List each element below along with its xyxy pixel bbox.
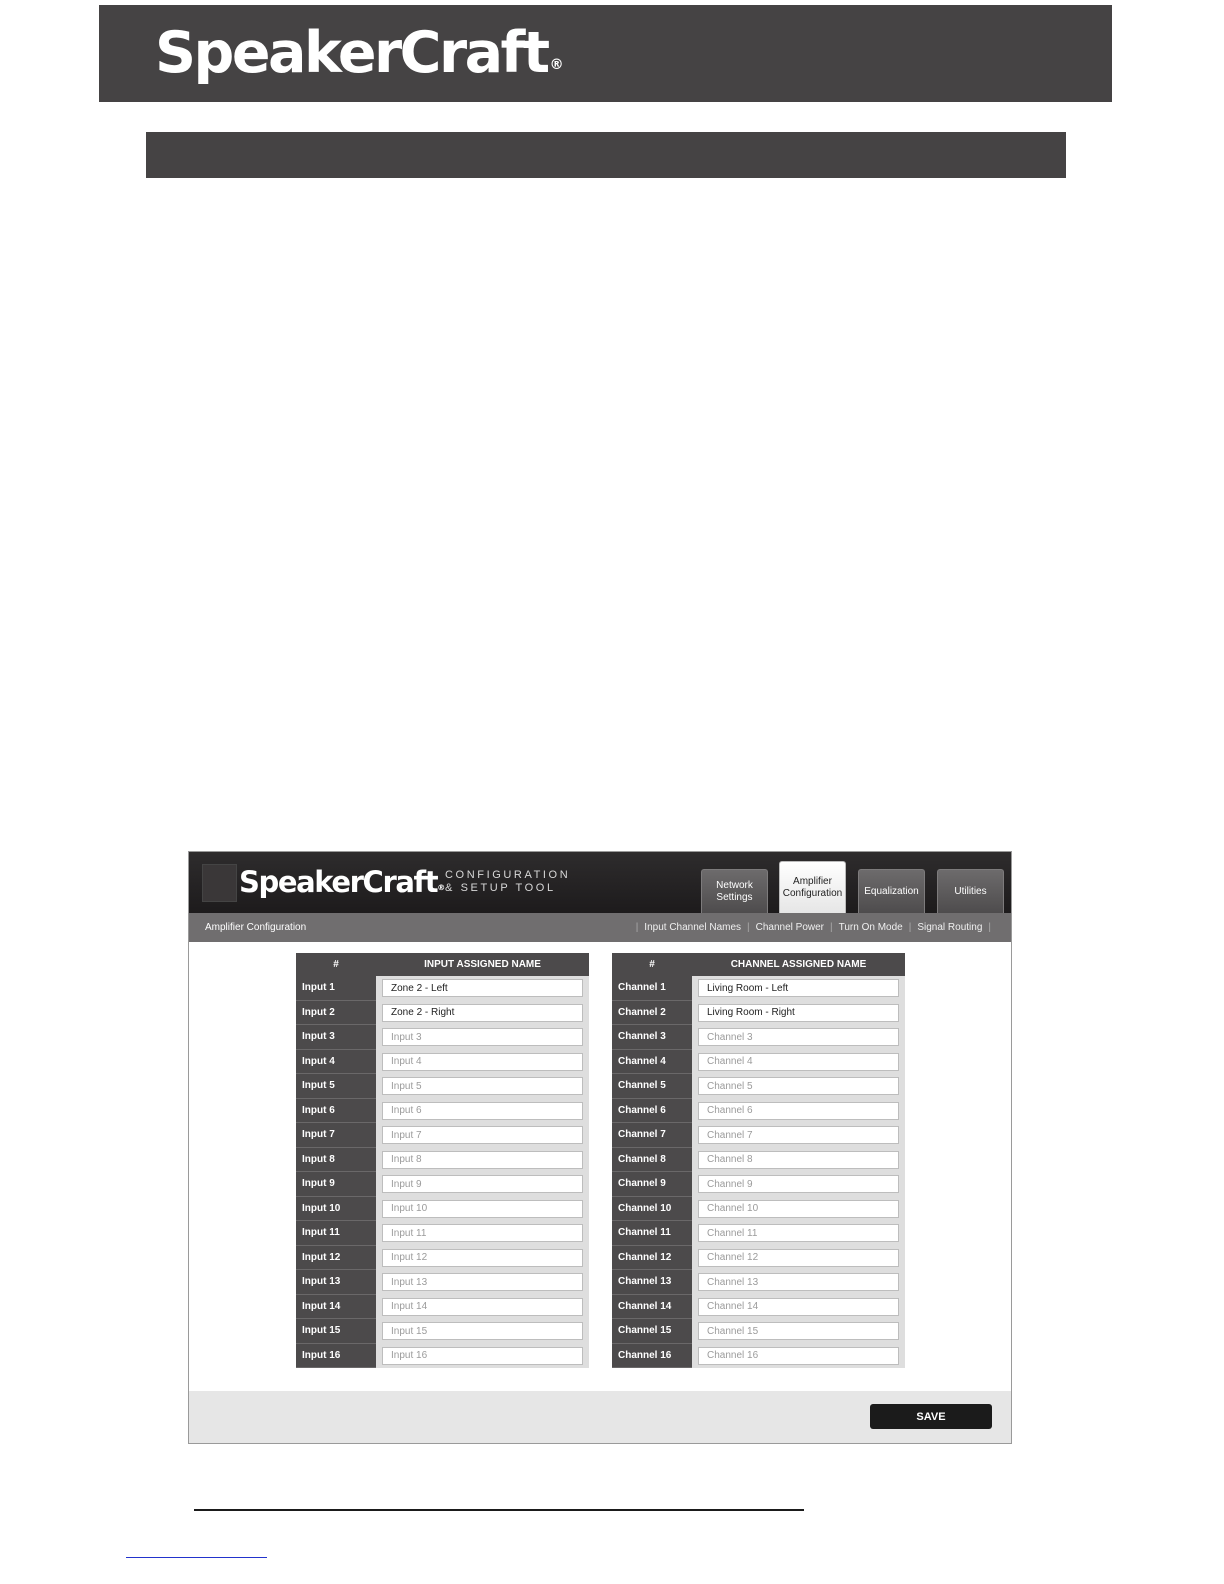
app-registered-mark: ® bbox=[437, 883, 446, 892]
input-label: Input 13 bbox=[296, 1270, 376, 1295]
channel-name-input[interactable] bbox=[698, 1200, 899, 1218]
input-name-input[interactable] bbox=[382, 1322, 583, 1340]
channel-label: Channel 3 bbox=[612, 1025, 692, 1050]
table-row bbox=[612, 1050, 905, 1075]
column-header-number: # bbox=[649, 959, 655, 970]
table-cell bbox=[376, 1025, 589, 1050]
input-name-input[interactable] bbox=[382, 1298, 583, 1316]
breadcrumb: Amplifier Configuration bbox=[205, 922, 307, 933]
input-label: Input 9 bbox=[296, 1172, 376, 1197]
table-cell bbox=[376, 1074, 589, 1099]
app-logo: SpeakerCraft® bbox=[239, 865, 446, 899]
channel-name-input[interactable] bbox=[698, 1077, 899, 1095]
table-header bbox=[612, 953, 905, 976]
table-cell bbox=[692, 1221, 905, 1246]
column-header-channel-name: CHANNEL ASSIGNED NAME bbox=[730, 959, 867, 970]
speakercraft-logo: SpeakerCraft ® bbox=[155, 20, 564, 86]
channel-label: Channel 11 bbox=[612, 1221, 692, 1246]
table-row bbox=[296, 1197, 589, 1222]
input-label: Input 6 bbox=[296, 1099, 376, 1124]
table-cell bbox=[376, 1001, 589, 1026]
table-cell bbox=[376, 1099, 589, 1124]
channel-label: Channel 14 bbox=[612, 1295, 692, 1320]
channel-label: Channel 16 bbox=[612, 1344, 692, 1369]
input-label: Input 12 bbox=[296, 1246, 376, 1271]
table-cell bbox=[692, 1319, 905, 1344]
footer-bar bbox=[189, 1391, 1011, 1443]
table-row bbox=[612, 1270, 905, 1295]
table-cell bbox=[376, 1172, 589, 1197]
table-cell bbox=[376, 1197, 589, 1222]
table-cell bbox=[376, 1246, 589, 1271]
table-row bbox=[296, 1050, 589, 1075]
table-cell bbox=[376, 1319, 589, 1344]
divider-line bbox=[194, 1509, 804, 1511]
channel-label: Channel 4 bbox=[612, 1050, 692, 1075]
channel-name-input[interactable] bbox=[698, 1102, 899, 1120]
channel-label: Channel 7 bbox=[612, 1123, 692, 1148]
table-cell bbox=[376, 1295, 589, 1320]
section-title-bar bbox=[146, 132, 1066, 178]
subnav-input-channel-names[interactable]: Input Channel Names bbox=[644, 922, 742, 933]
input-name-input[interactable] bbox=[382, 1224, 583, 1242]
table-cell bbox=[376, 976, 589, 1001]
link-underline bbox=[126, 1557, 267, 1558]
table-cell bbox=[692, 1197, 905, 1222]
channel-name-input[interactable] bbox=[698, 1151, 899, 1169]
table-cell bbox=[376, 1123, 589, 1148]
table-cell bbox=[692, 1050, 905, 1075]
config-tool-screenshot bbox=[188, 851, 1012, 1444]
table-row bbox=[612, 1172, 905, 1197]
table-row bbox=[296, 1295, 589, 1320]
channel-label: Channel 9 bbox=[612, 1172, 692, 1197]
tab-amplifier-configuration[interactable]: Amplifier Configuration bbox=[779, 861, 846, 913]
table-row bbox=[612, 1025, 905, 1050]
channel-label: Channel 13 bbox=[612, 1270, 692, 1295]
subnav-turn-on-mode[interactable]: Turn On Mode bbox=[838, 922, 903, 933]
input-label: Input 8 bbox=[296, 1148, 376, 1173]
table-row bbox=[612, 1099, 905, 1124]
app-header bbox=[189, 852, 1011, 913]
table-cell bbox=[376, 1344, 589, 1369]
channel-name-input[interactable] bbox=[698, 1126, 899, 1144]
table-row bbox=[612, 1246, 905, 1271]
input-name-input[interactable] bbox=[382, 1126, 583, 1144]
subnav: | Input Channel Names | Channel Power | Turn On Mode | Signal Routing | bbox=[635, 922, 991, 933]
tab-network-settings[interactable]: Network Settings bbox=[701, 869, 768, 913]
table-cell bbox=[376, 1270, 589, 1295]
save-button[interactable]: SAVE bbox=[870, 1404, 992, 1429]
input-name-input[interactable] bbox=[382, 1273, 583, 1291]
subnav-signal-routing[interactable]: Signal Routing bbox=[917, 922, 983, 933]
table-cell bbox=[692, 1001, 905, 1026]
input-label: Input 1 bbox=[296, 976, 376, 1001]
input-label: Input 7 bbox=[296, 1123, 376, 1148]
channel-name-input[interactable] bbox=[698, 1224, 899, 1242]
channel-label: Channel 1 bbox=[612, 976, 692, 1001]
table-cell bbox=[692, 1099, 905, 1124]
table-cell bbox=[692, 976, 905, 1001]
channel-name-input[interactable] bbox=[698, 1004, 899, 1022]
input-label: Input 11 bbox=[296, 1221, 376, 1246]
input-label: Input 5 bbox=[296, 1074, 376, 1099]
channel-label: Channel 5 bbox=[612, 1074, 692, 1099]
table-row bbox=[296, 1099, 589, 1124]
app-subtitle bbox=[445, 869, 570, 895]
input-label: Input 16 bbox=[296, 1344, 376, 1369]
channel-names-table bbox=[612, 953, 905, 1368]
channel-name-input[interactable] bbox=[698, 1273, 899, 1291]
table-row bbox=[612, 1001, 905, 1026]
input-name-input[interactable] bbox=[382, 1249, 583, 1267]
table-row bbox=[612, 1074, 905, 1099]
channel-label: Channel 8 bbox=[612, 1148, 692, 1173]
input-label: Input 10 bbox=[296, 1197, 376, 1222]
table-cell bbox=[692, 1074, 905, 1099]
table-row bbox=[296, 1148, 589, 1173]
logo-square-icon bbox=[202, 864, 237, 902]
table-row bbox=[296, 1123, 589, 1148]
input-name-input[interactable] bbox=[382, 1004, 583, 1022]
document-header bbox=[99, 5, 1112, 102]
input-name-input[interactable] bbox=[382, 1151, 583, 1169]
table-row bbox=[612, 1197, 905, 1222]
table-header bbox=[296, 953, 589, 976]
column-header-input-name: INPUT ASSIGNED NAME bbox=[424, 959, 541, 970]
registered-mark: ® bbox=[549, 57, 564, 73]
channel-name-input[interactable] bbox=[698, 1347, 899, 1365]
table-row bbox=[296, 1074, 589, 1099]
table-row bbox=[612, 976, 905, 1001]
sub-navigation-bar bbox=[189, 913, 1011, 942]
table-row bbox=[296, 1221, 589, 1246]
channel-name-input[interactable] bbox=[698, 1249, 899, 1267]
table-cell bbox=[692, 1246, 905, 1271]
channel-label: Channel 10 bbox=[612, 1197, 692, 1222]
tab-equalization[interactable]: Equalization bbox=[858, 869, 925, 913]
table-row bbox=[296, 1001, 589, 1026]
input-name-input[interactable] bbox=[382, 1028, 583, 1046]
tab-utilities[interactable]: Utilities bbox=[937, 869, 1004, 913]
table-cell bbox=[692, 1123, 905, 1148]
input-label: Input 15 bbox=[296, 1319, 376, 1344]
input-label: Input 3 bbox=[296, 1025, 376, 1050]
channel-name-input[interactable] bbox=[698, 1053, 899, 1071]
table-cell bbox=[376, 1148, 589, 1173]
input-label: Input 2 bbox=[296, 1001, 376, 1026]
input-label: Input 4 bbox=[296, 1050, 376, 1075]
channel-label: Channel 12 bbox=[612, 1246, 692, 1271]
app-subtitle-line1: CONFIGURATION bbox=[445, 869, 571, 881]
channel-name-input[interactable] bbox=[698, 1028, 899, 1046]
table-row bbox=[296, 976, 589, 1001]
channel-label: Channel 6 bbox=[612, 1099, 692, 1124]
subnav-channel-power[interactable]: Channel Power bbox=[755, 922, 825, 933]
table-cell bbox=[376, 1221, 589, 1246]
table-cell bbox=[376, 1050, 589, 1075]
column-header-number: # bbox=[333, 959, 339, 970]
input-name-input[interactable] bbox=[382, 1077, 583, 1095]
table-row bbox=[296, 1270, 589, 1295]
input-name-input[interactable] bbox=[382, 1102, 583, 1120]
channel-label: Channel 2 bbox=[612, 1001, 692, 1026]
input-name-input[interactable] bbox=[382, 1200, 583, 1218]
table-row bbox=[612, 1148, 905, 1173]
input-name-input[interactable] bbox=[382, 979, 583, 997]
table-row bbox=[296, 1319, 589, 1344]
table-row bbox=[296, 1172, 589, 1197]
table-cell bbox=[692, 1148, 905, 1173]
table-row bbox=[612, 1295, 905, 1320]
input-label: Input 14 bbox=[296, 1295, 376, 1320]
table-row bbox=[296, 1025, 589, 1050]
app-subtitle-line2: & SETUP TOOL bbox=[445, 882, 556, 894]
input-name-input[interactable] bbox=[382, 1347, 583, 1365]
table-cell bbox=[692, 1025, 905, 1050]
input-name-input[interactable] bbox=[382, 1175, 583, 1193]
table-cell bbox=[692, 1172, 905, 1197]
table-row bbox=[296, 1344, 589, 1369]
channel-name-input[interactable] bbox=[698, 1322, 899, 1340]
table-row bbox=[296, 1246, 589, 1271]
channel-name-input[interactable] bbox=[698, 979, 899, 997]
input-names-table bbox=[296, 953, 589, 1368]
table-cell bbox=[692, 1270, 905, 1295]
table-row bbox=[612, 1221, 905, 1246]
table-row bbox=[612, 1319, 905, 1344]
table-row bbox=[612, 1344, 905, 1369]
table-cell bbox=[692, 1344, 905, 1369]
table-row bbox=[612, 1123, 905, 1148]
input-name-input[interactable] bbox=[382, 1053, 583, 1071]
table-cell bbox=[692, 1295, 905, 1320]
channel-name-input[interactable] bbox=[698, 1298, 899, 1316]
channel-name-input[interactable] bbox=[698, 1175, 899, 1193]
channel-label: Channel 15 bbox=[612, 1319, 692, 1344]
